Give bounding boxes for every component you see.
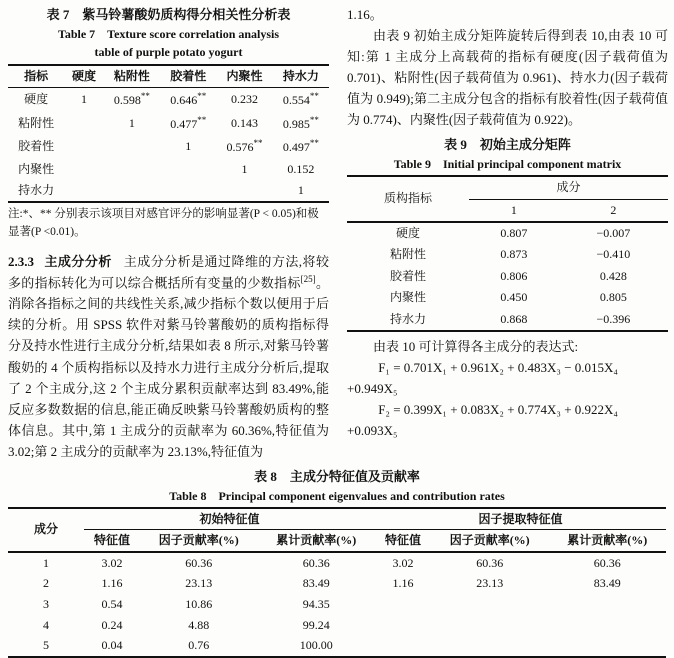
cell-value: 100.00 (299, 638, 333, 653)
formula-intro: 由表 10 可计算得各主成分的表达式: (373, 339, 579, 355)
table7-col-header: 内聚性 (226, 68, 263, 83)
cell-value: 83.49 (302, 576, 330, 591)
cell-value: 1.16 (392, 576, 414, 591)
table8-subheader: 累计贡献率(%) (567, 533, 648, 548)
row-label: 硬度 (24, 92, 49, 107)
right-para-table9-discussion: 由表 9 初始主成分矩阵旋转后得到表 10,由表 10 可知:第 1 主成分上高载荷的指标有硬度(因子载荷值为 0.701)、粘附性(因子载荷值为 0.961)、持水力(因子载荷值为 0.949);第二主成分包含的指标有胶着性(因子载荷值为 0.774)、内聚性(因子载荷值为 0.922)。 (347, 28, 668, 128)
section-number: 2.3.3 (8, 253, 34, 269)
cell-value (104, 135, 160, 158)
table-row (347, 309, 668, 331)
table9-title-en: Table 9 Initial principal component matrix (393, 157, 622, 172)
table7-col-header: 硬度 (72, 68, 97, 83)
cell-value (64, 180, 103, 202)
table-row (8, 552, 666, 574)
row-label: 粘附性 (389, 247, 426, 262)
cell-value: 0.806 (500, 268, 528, 283)
table7-col-header: 持水力 (282, 68, 319, 83)
cell-value (160, 159, 216, 180)
cell-value (160, 180, 216, 202)
cell-value: 1 (297, 183, 304, 198)
table7-correlation (8, 64, 329, 204)
section-body-post: 。消除各指标之间的共线性关系,减少指标个数以便用于后续的分析。用 SPSS 软件对紫马铃薯酸奶的质构指标得分及持水性进行主成分分析,结果如表 8 所示,对紫马铃薯酸奶的 4 个质构指标以及持水力进行主成分分析后,提取了 2 个主成分,这 2 个主成分累积贡献率达到 83.49%,能反应多数数据的信息,能正确反映紫马铃薯酸奶质构的整体信息。其中,第 1 主成分的贡献率为 60.36%,特征值为 3.02;第 2 主成分的贡献率为 23.13%,特征值为 (8, 275, 329, 459)
section-body-pre: 主成分分析是通过降维的方法,将较多的指标转化为可以综合概括所有变量的少数指标 (8, 253, 329, 291)
cell-value: 23.13 (185, 576, 213, 591)
cell-value: 0.477** (170, 114, 207, 131)
cell-value: 94.35 (302, 596, 330, 611)
table-row (8, 88, 329, 112)
table9-body (347, 222, 668, 331)
cell-value (104, 159, 160, 180)
table9-matrix (347, 175, 668, 332)
row-label: 4 (43, 617, 49, 632)
table9-subcol-1: 1 (510, 202, 517, 217)
significance-marker: ** (309, 91, 319, 102)
table-row (8, 635, 666, 657)
significance-marker: ** (253, 138, 263, 149)
cell-value: 0.143 (231, 115, 259, 130)
cell-value (548, 635, 666, 657)
cell-value (431, 635, 549, 657)
cell-value: 0.232 (231, 92, 259, 107)
table7-col-header: 粘附性 (113, 68, 150, 83)
table8-title-en: Table 8 Principal component eigenvalues and contribution rates (169, 488, 505, 503)
formula-f2-line1: F₂ = 0.399X₁ + 0.083X₂ + 0.774X₃ + 0.922X₄ (378, 402, 618, 418)
cell-value: 0.04 (101, 638, 123, 653)
cell-value: 99.24 (302, 617, 330, 632)
table7-header-row (8, 65, 329, 88)
two-column-body (8, 4, 666, 462)
row-label: 内聚性 (389, 290, 426, 305)
cell-value: 60.36 (302, 555, 330, 570)
significance-marker: ** (197, 114, 207, 125)
table-row (347, 266, 668, 287)
row-label: 1 (43, 555, 49, 570)
cell-value: −0.007 (596, 226, 631, 240)
table7-col-header: 指标 (24, 68, 49, 83)
cell-value: 60.36 (476, 555, 504, 570)
formula-f1-line1: F₁ = 0.701X₁ + 0.961X₂ + 0.483X₃ − 0.015X₄ (378, 360, 618, 376)
table9-header-row-1 (347, 176, 668, 199)
table8-subheader: 累计贡献率(%) (276, 533, 357, 548)
cell-value: 83.49 (593, 576, 621, 591)
cell-value: 4.88 (188, 617, 210, 632)
table-row (8, 159, 329, 180)
table7-title-en-2: table of purple potato yogurt (94, 44, 243, 59)
table-row (347, 287, 668, 308)
cell-value: 0.598** (113, 91, 150, 108)
cell-value: 60.36 (593, 555, 621, 570)
cell-value (64, 159, 103, 180)
cell-value: 0.497** (282, 138, 319, 155)
table7-body (8, 88, 329, 203)
significance-marker: ** (197, 91, 207, 102)
table8-title-cn: 表 8 主成分特征值及贡献率 (254, 468, 420, 484)
cell-value: 0.554** (282, 91, 319, 108)
cell-value: 0.450 (500, 290, 528, 305)
significance-marker: ** (309, 114, 319, 125)
table8-eigenvalues (8, 507, 666, 658)
significance-marker: ** (140, 91, 150, 102)
cell-value (548, 615, 666, 636)
cell-value: 1.16 (101, 576, 123, 591)
cell-value (104, 180, 160, 202)
cell-value: 23.13 (476, 576, 504, 591)
table9-component-group-header: 成分 (469, 176, 668, 199)
cell-value: 0.54 (101, 596, 123, 611)
row-label: 胶着性 (389, 268, 426, 283)
table-row (8, 573, 666, 594)
cell-value: 1 (241, 161, 248, 176)
row-label: 硬度 (395, 226, 420, 240)
cell-value: 3.02 (101, 555, 123, 570)
cell-value: 0.152 (287, 161, 315, 176)
section-2-3-3 (8, 251, 329, 462)
cell-value: 0.985** (282, 114, 319, 131)
cell-value: 0.76 (188, 638, 210, 653)
table8-header-row-1 (8, 508, 666, 530)
right-column (347, 4, 668, 462)
table8-group2-header: 因子提取特征值 (375, 508, 666, 530)
row-label: 2 (43, 576, 49, 591)
row-label: 胶着性 (18, 139, 55, 154)
cell-value: −0.410 (596, 247, 631, 262)
row-label: 持水力 (389, 311, 426, 326)
cell-value: 0.807 (500, 226, 528, 240)
table-row (347, 222, 668, 244)
cell-value: 1 (81, 92, 88, 107)
table8-subheader: 特征值 (384, 533, 421, 548)
cell-value: 0.868 (500, 311, 528, 326)
table9-title-cn: 表 9 初始主成分矩阵 (444, 137, 571, 153)
table-row (8, 112, 329, 135)
table8-component-header: 成分 (8, 508, 84, 552)
section-heading: 主成分分析 (44, 253, 112, 269)
cell-value: 60.36 (185, 555, 213, 570)
formula-f1-line2: +0.949X₅ (347, 381, 398, 397)
cell-value: 0.24 (101, 617, 123, 632)
table8-subheader: 因子贡献率(%) (449, 533, 530, 548)
row-label: 内聚性 (18, 161, 55, 176)
table7-col-header: 胶着性 (170, 68, 207, 83)
table7-note: 注:*、** 分别表示该项目对感官评分的影响显著(P < 0.05)和极显著(P <0.01)。 (8, 208, 319, 238)
table-row (8, 615, 666, 636)
cell-value (216, 180, 272, 202)
cell-value: −0.396 (596, 311, 631, 326)
cell-value (375, 615, 431, 636)
cell-value (431, 594, 549, 615)
cell-value: 10.86 (185, 596, 213, 611)
significance-marker: ** (309, 138, 319, 149)
table-row (347, 244, 668, 265)
row-label: 持水力 (18, 183, 55, 198)
cell-value (431, 615, 549, 636)
cell-value (375, 635, 431, 657)
cell-value: 0.428 (599, 268, 627, 283)
table8-header-row-2 (8, 530, 666, 552)
left-column (8, 4, 329, 462)
cell-value: 3.02 (392, 555, 414, 570)
cell-value (548, 594, 666, 615)
cell-value: 1 (128, 115, 135, 130)
cell-value: 0.873 (500, 247, 528, 262)
cell-value: 1 (185, 139, 192, 154)
row-label: 3 (43, 596, 49, 611)
row-label: 粘附性 (18, 115, 55, 130)
table9-indicator-header: 质构指标 (347, 176, 469, 222)
table8-subheader: 因子贡献率(%) (158, 533, 239, 548)
table8-body (8, 552, 666, 657)
table7-title-cn: 表 7 紫马铃薯酸奶质构得分相关性分析表 (46, 7, 291, 22)
cell-value (375, 594, 431, 615)
row-label: 5 (43, 638, 49, 653)
table7-title-en-1: Table 7 Texture score correlation analysis (57, 26, 280, 41)
bottom-section (8, 468, 666, 658)
table-row (8, 180, 329, 202)
cell-value: 0.576** (226, 138, 263, 155)
table8-subheader: 特征值 (93, 533, 130, 548)
formula-f2-line2: +0.093X₅ (347, 423, 398, 439)
table9-subcol-2: 2 (610, 202, 617, 217)
table-row (8, 135, 329, 158)
table-row (8, 594, 666, 615)
cell-value (64, 135, 103, 158)
cell-value (64, 112, 103, 135)
right-para-continuation: 1.16。 (347, 7, 383, 22)
cell-value: 0.805 (599, 290, 627, 305)
citation-ref: [25] (300, 274, 316, 285)
table8-group1-header: 初始特征值 (84, 508, 375, 530)
cell-value: 0.646** (170, 91, 207, 108)
